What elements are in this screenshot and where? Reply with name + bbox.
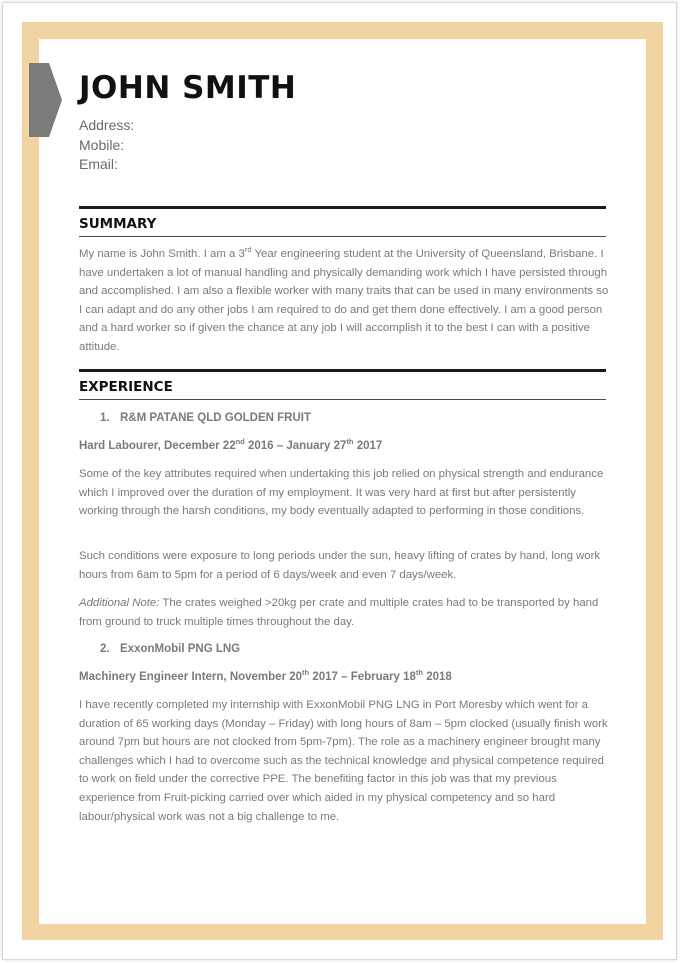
job-1-company: 1. R&M PATANE QLD GOLDEN FRUIT — [100, 412, 312, 424]
job-2-company: 2. ExxonMobil PNG LNG — [100, 643, 241, 655]
summary-text: My name is John Smith. I am a 3rd Year engineering student at the University of Queensland, Brisbane. I have undertaken a lot of manual handling and physically demanding work which I have persisted through and accomplished. I am also a flexible worker with many traits that can be used in many environments so I can adapt and do any other jobs I am required to do and get them done effectively. I am a good person and a hard worker so if given the chance at any job I will accomplish it to the best I can with a positive attitude. — [79, 245, 609, 353]
job-1-title: Hard Labourer, December 22nd 2016 – January 27th 2017 — [79, 437, 383, 452]
job-1-note: Additional Note: The crates weighed >20kg per crate and multiple crates had to be transported by hand from ground to truck multiple times throughout the day. — [79, 597, 599, 628]
job-1-description: Some of the key attributes required when undertaking this job relied on physical strength and endurance which I improved over the duration of my employment. It was very hard at first but after persistently working through the harsh conditions, my body eventually adapted to performing in those conditions. — [79, 468, 604, 518]
header-tab-decoration — [29, 63, 62, 137]
summary-rule-bottom — [79, 236, 606, 237]
experience-rule-top — [79, 369, 606, 372]
job-2-description: I have recently completed my internship with ExxonMobil PNG LNG in Port Moresby which went for a duration of 65 working days (Monday – Friday) with long hours of 8am – 5pm clocked (usually finish work around 7pm but hours are not clocked from 5pm-7pm). The role as a machinery engineer brought many challenges which I had to overcome such as the technical knowledge and physical competence required to work on field under the corrective PPE. The benefiting factor in this job was that my previous experience from Fruit-picking carried over which aided in my physical competency and so hard labour/physical work was not a big challenge to me. — [79, 699, 608, 823]
note-label: Additional Note: — [79, 597, 160, 609]
summary-title: SUMMARY — [79, 216, 157, 232]
job-1-conditions: Such conditions were exposure to long periods under the sun, heavy lifting of crates by hand, long work hours from 6am to 5pm for a period of 6 days/week and even 7 days/week. — [79, 550, 601, 581]
job-2-title: Machinery Engineer Intern, November 20th 2017 – February 18th 2018 — [79, 668, 452, 683]
contact-block — [79, 116, 134, 175]
candidate-name: JOHN SMITH — [79, 70, 297, 106]
mobile-label: Mobile: — [79, 136, 125, 153]
email-label: Email: — [79, 156, 118, 172]
experience-title: EXPERIENCE — [79, 379, 173, 395]
summary-rule-top — [79, 206, 606, 209]
experience-rule-bottom — [79, 399, 606, 400]
address-label: Address: — [79, 117, 135, 133]
